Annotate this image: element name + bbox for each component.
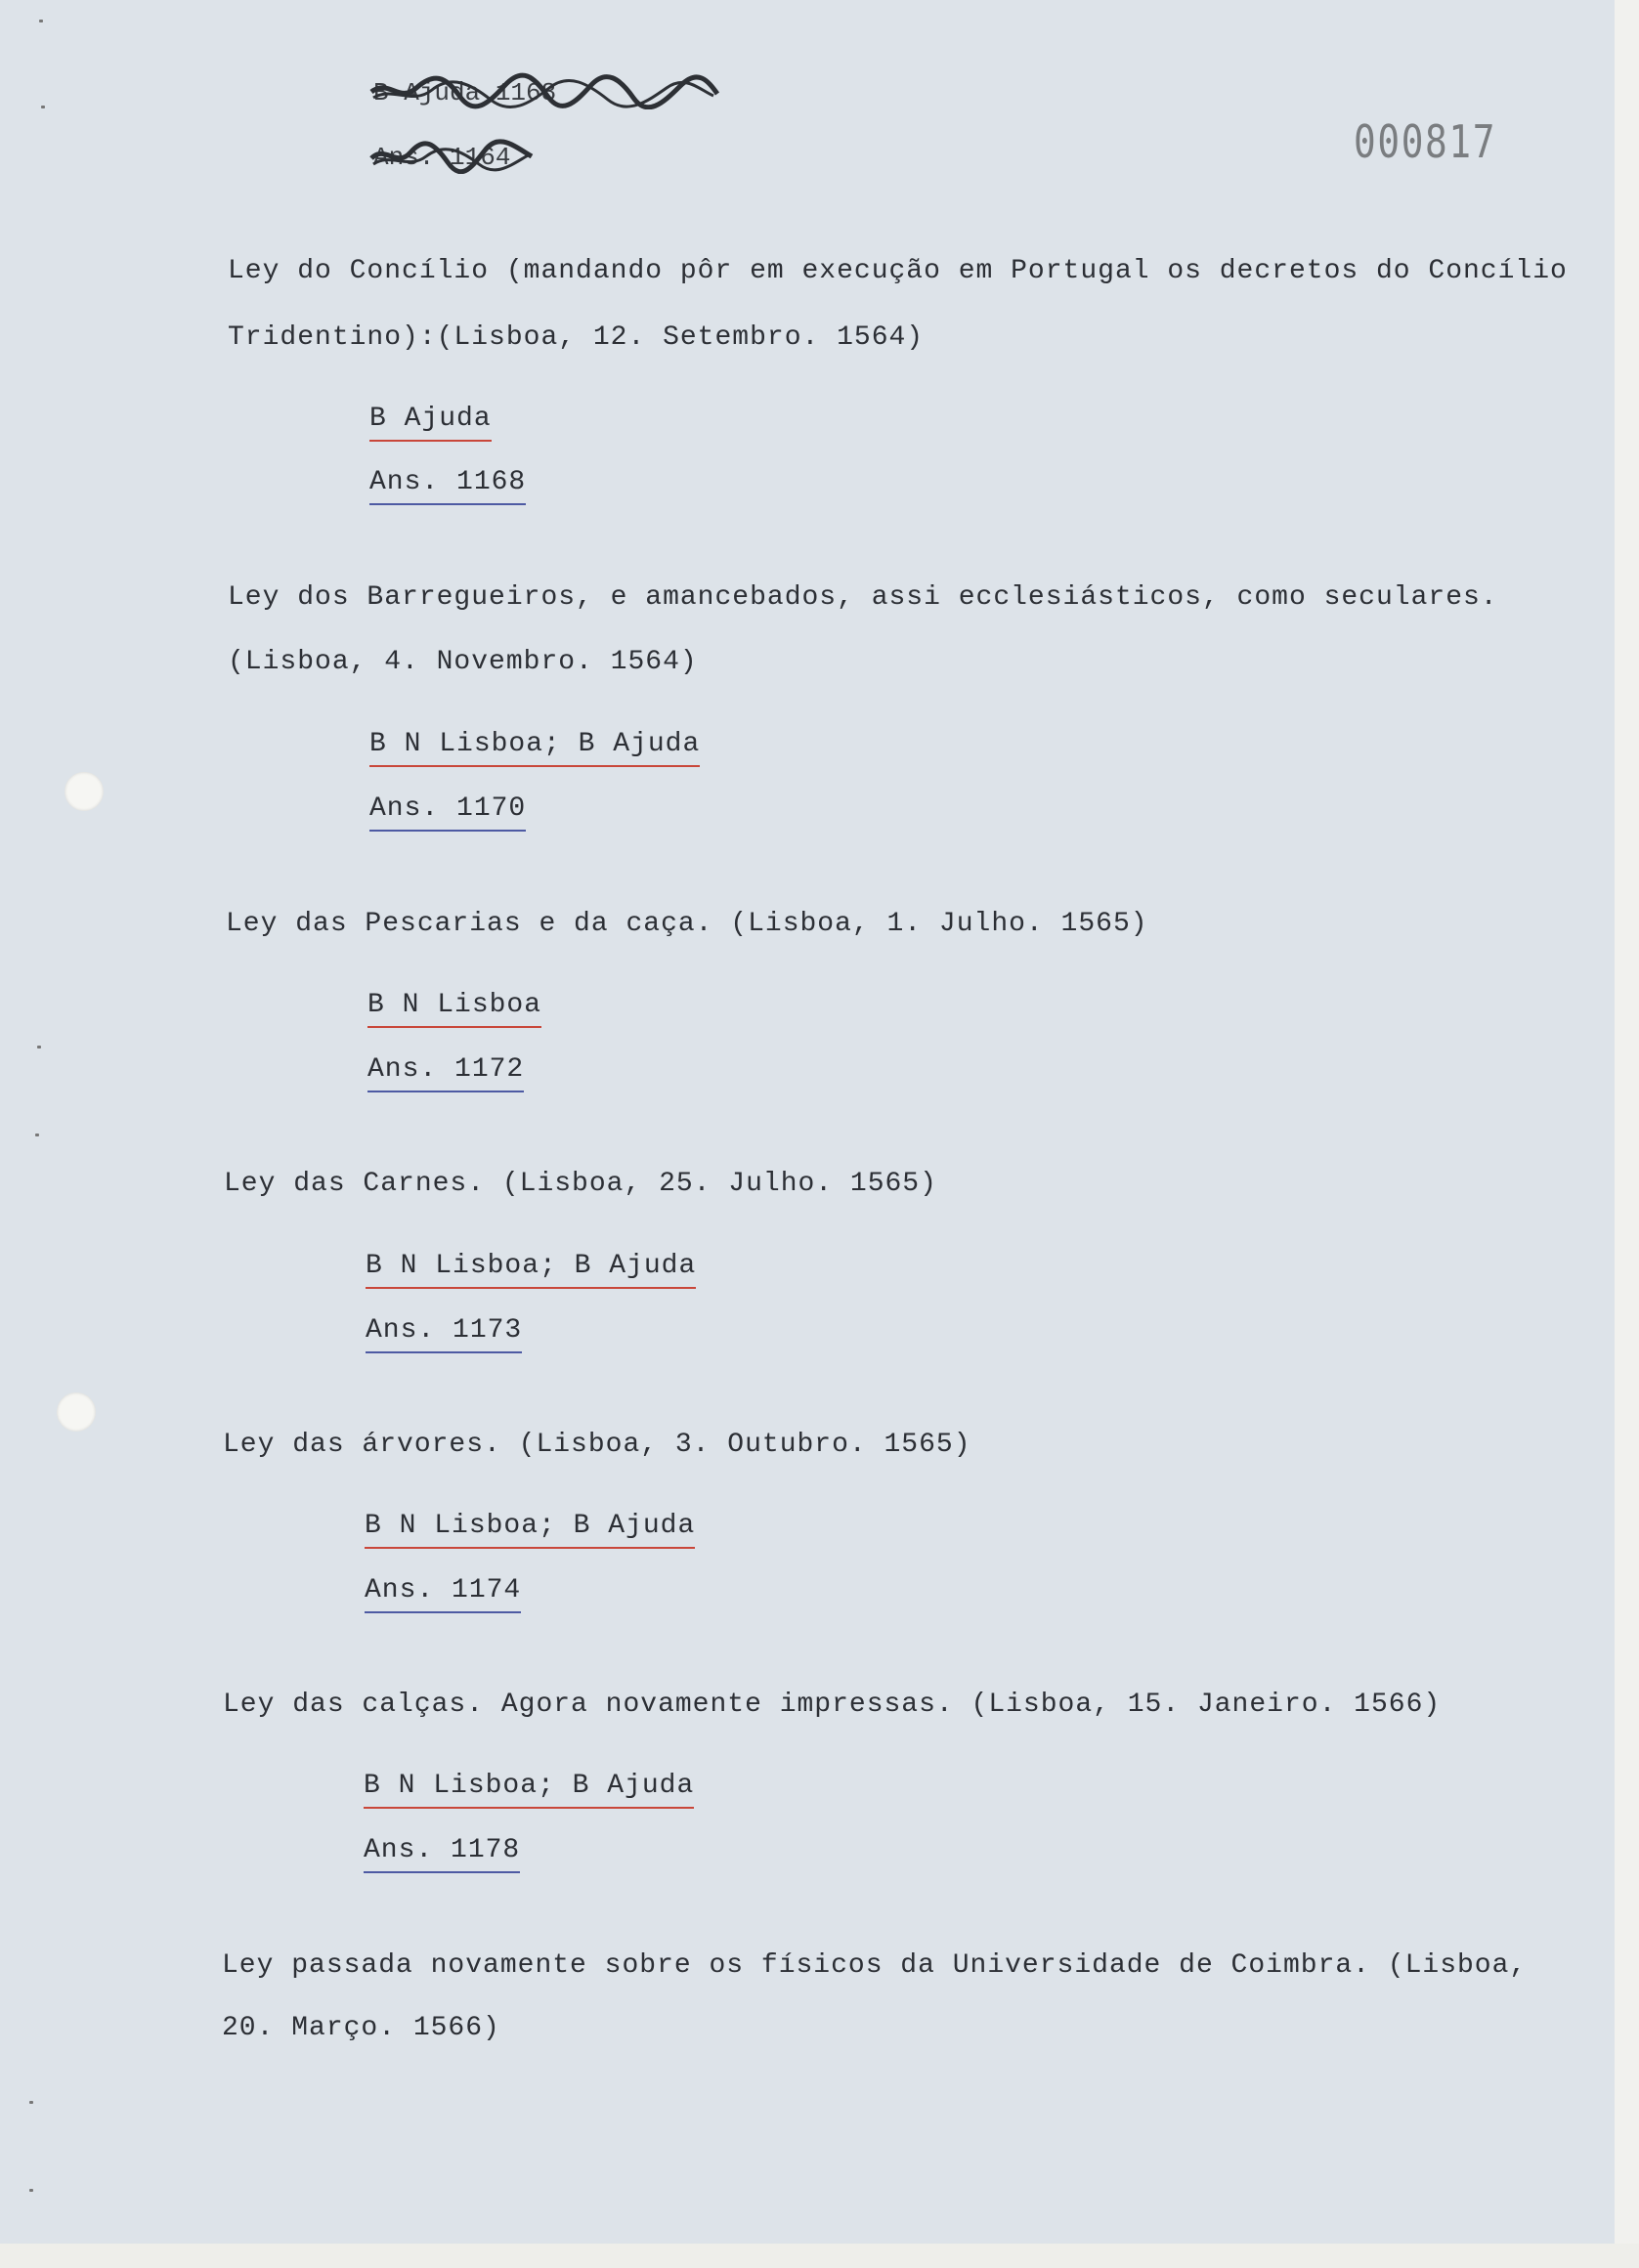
- svg-text:B Ajuda 1168: B Ajuda 1168: [373, 78, 557, 107]
- entry-2-ans: Ans. 1170: [369, 793, 526, 832]
- entry-6-ans: Ans. 1178: [364, 1835, 520, 1873]
- entry-1-library: B Ajuda: [369, 404, 492, 442]
- entry-4-ans: Ans. 1173: [366, 1315, 522, 1353]
- punch-hole-top: [65, 772, 104, 811]
- paper-edge: [1615, 0, 1639, 2268]
- speck: [29, 2189, 33, 2192]
- entry-2-text-line-1: Ley dos Barregueiros, e amancebados, assi ecclesiásticos, como seculares.: [228, 582, 1498, 613]
- entry-6-library: B N Lisboa; B Ajuda: [364, 1771, 694, 1809]
- entry-5-text-line-1: Ley das árvores. (Lisboa, 3. Outubro. 1565): [223, 1430, 971, 1460]
- paper-bottom-edge: [0, 2244, 1639, 2268]
- speck: [29, 2101, 33, 2104]
- entry-7-text-line-2: 20. Março. 1566): [222, 2013, 500, 2043]
- entry-1-text-line-1: Ley do Concílio (mandando pôr em execução em Portugal os decretos do Concílio: [228, 256, 1568, 286]
- document-number: 000817: [1354, 115, 1497, 168]
- entry-3-ans: Ans. 1172: [367, 1054, 524, 1092]
- entry-3-library: B N Lisboa: [367, 990, 541, 1028]
- entry-7-text-line-1: Ley passada novamente sobre os físicos da Universidade de Coimbra. (Lisboa,: [222, 1950, 1528, 1981]
- entry-5-ans: Ans. 1174: [365, 1575, 521, 1613]
- entry-2-library: B N Lisboa; B Ajuda: [369, 729, 700, 767]
- entry-6-text-line-1: Ley das calças. Agora novamente impressas. (Lisboa, 15. Janeiro. 1566): [223, 1690, 1442, 1720]
- cancelled-header-line-2: [369, 135, 536, 174]
- cancelled-header-line-1: [369, 70, 721, 109]
- entry-1-text-line-2: Tridentino):(Lisboa, 12. Setembro. 1564): [228, 322, 925, 353]
- punch-hole-bottom: [57, 1392, 96, 1432]
- speck: [39, 20, 43, 22]
- entry-3-text-line-1: Ley das Pescarias e da caça. (Lisboa, 1. Julho. 1565): [226, 909, 1148, 939]
- entry-4-library: B N Lisboa; B Ajuda: [366, 1251, 696, 1289]
- speck: [41, 106, 45, 108]
- entry-4-text-line-1: Ley das Carnes. (Lisboa, 25. Julho. 1565): [224, 1169, 937, 1199]
- speck: [37, 1046, 41, 1048]
- entry-2-text-line-2: (Lisboa, 4. Novembro. 1564): [228, 647, 698, 677]
- svg-text:Ans. 1164: Ans. 1164: [373, 143, 511, 172]
- speck: [35, 1134, 39, 1136]
- entry-1-ans: Ans. 1168: [369, 467, 526, 505]
- entry-5-library: B N Lisboa; B Ajuda: [365, 1511, 695, 1549]
